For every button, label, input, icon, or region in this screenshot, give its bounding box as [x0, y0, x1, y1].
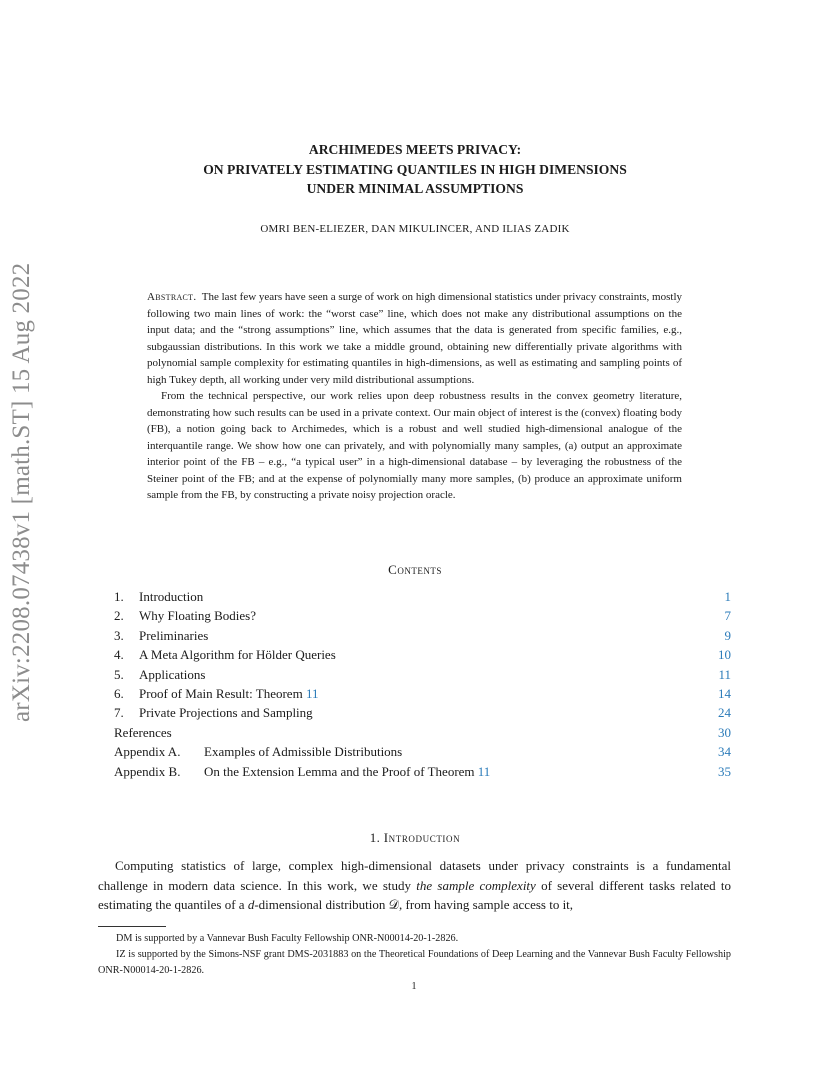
toc-number: 3.	[114, 627, 124, 643]
footnote-2: IZ is supported by the Simons-NSF grant DMS-2031883 on the Theoretical Foundations of Deep Learning and the Vannevar Bush Faculty Fellowship ONR-N00014-20-1-2826.	[98, 948, 731, 976]
toc-entry-applications[interactable]	[114, 665, 731, 684]
contents-heading: Contents	[388, 562, 442, 577]
toc-page-link[interactable]: 24	[718, 705, 731, 721]
toc-entry-meta-algorithm[interactable]	[114, 645, 731, 664]
title-line-2: ON PRIVATELY ESTIMATING QUANTILES IN HIGH DIMENSIONS	[203, 161, 627, 177]
toc-title-text: Proof of Main Result: Theorem	[139, 685, 306, 701]
abstract-label: Abstract.	[147, 291, 197, 303]
paper-title	[100, 140, 730, 199]
author-list: OMRI BEN-ELIEZER, DAN MIKULINCER, AND ILIAS ZADIK	[260, 223, 570, 235]
section-number: 1.	[369, 830, 381, 845]
toc-entry-preliminaries[interactable]	[114, 626, 731, 645]
toc-entry-introduction[interactable]	[114, 587, 731, 606]
toc-page-link[interactable]: 30	[718, 724, 731, 740]
toc-number: 2.	[114, 608, 124, 624]
table-of-contents	[114, 587, 731, 781]
intro-text-2: of several different tasks related to estimating the quantiles of a	[98, 877, 732, 912]
toc-page-link[interactable]: 10	[718, 647, 731, 663]
toc-entry-appendix-a[interactable]	[114, 742, 731, 761]
toc-page-link[interactable]: 11	[718, 666, 731, 682]
theorem-ref-link[interactable]: 11	[477, 763, 491, 779]
title-line-3: UNDER MINIMAL ASSUMPTIONS	[306, 181, 524, 196]
toc-entry-references[interactable]	[114, 723, 731, 742]
toc-title: References	[114, 724, 172, 740]
math-var-D: 𝒟	[388, 897, 400, 912]
intro-text-1: Computing statistics of large, complex high-dimensional datasets under privacy constraints is a fundamental challenge in modern data science. In this work, we study	[98, 858, 731, 893]
toc-title	[204, 762, 490, 781]
abstract-paragraph-2: From the technical perspective, our work relies upon deep robustness results in the convex geometry literature, demonstrating how such results can be used in a private context. Our main object of interest is the (convex) floating body (FB), a notion going back to Archimedes, which is a robust and well studied high-dimensional analogue of the interquantile range. We show how one can privately, and with polynomially many samples, (a) output an approximate interior point of the FB – e.g., “a typical user” in a high-dimensional database – by leveraging the robustness of the Steiner point of the FB; and at the expense of polynomially many more samples, (b) produce an approximate uniform sample from the FB, by constructing a private noisy projection oracle.	[147, 390, 682, 501]
theorem-ref-link[interactable]: 11	[305, 685, 319, 701]
footnotes	[98, 931, 731, 978]
toc-title: A Meta Algorithm for Hölder Queries	[139, 647, 336, 663]
toc-title-text: On the Extension Lemma and the Proof of Theorem	[204, 763, 478, 779]
toc-number: 5.	[114, 666, 124, 682]
footnote-1: DM is supported by a Vannevar Bush Faculty Fellowship ONR-N00014-20-1-2826.	[116, 933, 459, 944]
toc-title: Private Projections and Sampling	[139, 705, 313, 721]
toc-entry-appendix-b[interactable]	[114, 762, 731, 781]
abstract-text-1: The last few years have seen a surge of work on high dimensional statistics under privacy constraints, mostly following two main lines of work: the “worst case” line, which does not make any distributional assumptions on the input data; and the “strong assumptions” line, which assumes that the data is generated from specific families, e.g., subgaussian distributions. In this work we take a middle ground, obtaining new differentially private algorithms with polynomial sample complexity for estimating quantiles in high-dimensions, as well as estimating and sampling points of high Tukey depth, all working under very mild distributional assumptions.	[147, 291, 683, 386]
toc-appendix-label: Appendix A.	[114, 744, 181, 760]
footnote-rule	[98, 926, 166, 927]
toc-page-link[interactable]: 34	[718, 744, 731, 760]
abstract	[147, 289, 682, 504]
abstract-paragraph-1	[147, 289, 682, 388]
toc-title: Applications	[139, 666, 206, 682]
section-title: Introduction	[383, 830, 461, 845]
toc-page-link[interactable]: 35	[718, 763, 731, 779]
page-number: 1	[411, 981, 417, 992]
toc-number: 6.	[114, 685, 124, 701]
toc-appendix-label: Appendix B.	[114, 763, 181, 779]
intro-text-3: -dimensional distribution	[254, 897, 389, 912]
toc-title: Why Floating Bodies?	[139, 608, 256, 624]
toc-page-link[interactable]: 9	[724, 627, 731, 643]
toc-title: Preliminaries	[139, 627, 209, 643]
intro-text-4: , from having sample access to it,	[399, 897, 574, 912]
toc-number: 1.	[114, 589, 124, 604]
toc-number: 4.	[114, 647, 124, 663]
toc-title: Introduction	[139, 589, 204, 604]
toc-page-link[interactable]: 7	[724, 608, 731, 624]
intro-emphasis: the sample complexity	[416, 877, 536, 893]
intro-paragraph	[98, 856, 731, 915]
toc-entry-private-projections[interactable]	[114, 703, 731, 722]
section-heading	[100, 830, 730, 846]
toc-title	[139, 684, 318, 703]
toc-title: Examples of Admissible Distributions	[204, 744, 403, 760]
toc-entry-why-floating-bodies[interactable]	[114, 606, 731, 625]
toc-page-link[interactable]: 14	[718, 685, 731, 701]
toc-number: 7.	[114, 705, 124, 721]
arxiv-side-stamp: arXiv:2208.07438v1 [math.ST] 15 Aug 2022	[8, 262, 35, 722]
toc-page-link[interactable]: 1	[724, 589, 731, 604]
title-line-1: ARCHIMEDES MEETS PRIVACY:	[308, 142, 522, 157]
toc-entry-proof-main-result[interactable]	[114, 684, 731, 703]
math-var-d: d	[247, 897, 255, 912]
